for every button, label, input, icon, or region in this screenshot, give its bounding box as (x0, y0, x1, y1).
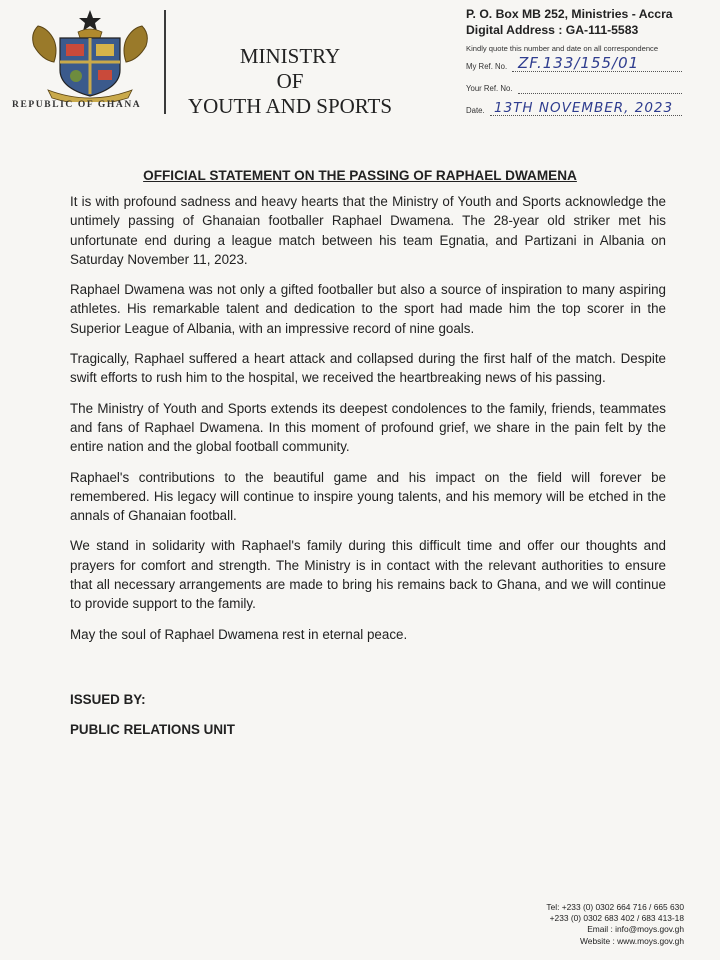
letterhead-divider (164, 10, 166, 114)
ministry-line-1: MINISTRY (239, 44, 341, 68)
ministry-line-2: OF (276, 69, 304, 93)
contact-tel-2: +233 (0) 0302 683 402 / 683 413-18 (549, 913, 684, 924)
paragraph: Raphael's contributions to the beautiful game and his impact on the field will forever be remembered. His legacy will continue to inspire young talents, and his memory will be etched in the annals of Ghanaian football. (70, 469, 666, 524)
your-ref-row (466, 75, 716, 97)
ministry-name (168, 44, 412, 119)
my-ref-label: My Ref. No. (466, 62, 508, 71)
your-ref-line (518, 93, 682, 94)
issued-by-label: ISSUED BY: (70, 692, 146, 707)
your-ref-label: Your Ref. No. (466, 84, 513, 93)
date-value: 13TH NOVEMBER, 2023 (494, 100, 674, 116)
address-block (466, 6, 716, 119)
contact-email: Email : info@moys.gov.gh (587, 924, 684, 935)
paragraph: May the soul of Raphael Dwamena rest in eternal peace. (70, 626, 408, 642)
date-label: Date. (466, 106, 485, 115)
po-box: P. O. Box MB 252, Ministries - Accra (466, 7, 673, 21)
statement-title: OFFICIAL STATEMENT ON THE PASSING OF RAPHAEL DWAMENA (143, 168, 577, 183)
statement-body (70, 192, 666, 655)
paragraph: We stand in solidarity with Raphael's family during this difficult time and offer our thoughts and prayers for comfort and strength. The Ministry is in contact with the relevant authorities to ensure that all necessary arrangements are made to bring his remains back to Ghana, and we will continue to provide support to the family. (70, 538, 666, 612)
paragraph: It is with profound sadness and heavy hearts that the Ministry of Youth and Sports acknowledge the untimely passing of Ghanaian footballer Raphael Dwamena. The 28-year old striker met his unfortunate end during a league match between his team Egnatia, and Partizani in Albania on Saturday November 11, 2023. (70, 194, 666, 267)
issuing-unit: PUBLIC RELATIONS UNIT (70, 722, 235, 737)
ghana-coat-of-arms-icon (28, 6, 152, 102)
contact-website: Website : www.moys.gov.gh (580, 935, 684, 946)
paragraph: Raphael Dwamena was not only a gifted footballer but also a source of inspiration to many aspiring athletes. His remarkable talent and dedication to the sport had made him the top scorer in the Superior League of Albania, with an impressive record of nine goals. (70, 282, 666, 336)
quote-note: Kindly quote this number and date on all correspondence (466, 44, 659, 53)
contact-block (546, 902, 684, 947)
my-ref-row (466, 53, 716, 75)
paragraph: Tragically, Raphael suffered a heart attack and collapsed during the first half of the match. Despite swift efforts to rush him to the hospital, we received the heartbreaking news of his passing. (70, 351, 666, 386)
digital-address: Digital Address : GA-111-5583 (466, 23, 639, 37)
contact-tel-1: Tel: +233 (0) 0302 664 716 / 665 630 (546, 902, 684, 912)
my-ref-value: ZF.133/155/01 (518, 54, 640, 72)
paragraph: The Ministry of Youth and Sports extends its deepest condolences to the family, friends, teammates and fans of Raphael Dwamena. In this moment of profound grief, we share in the pain felt by the entire nation and the global football community. (70, 400, 666, 455)
date-row (466, 97, 716, 119)
republic-of-ghana-label: REPUBLIC OF GHANA (12, 100, 142, 110)
ministry-line-3: YOUTH AND SPORTS (187, 94, 393, 118)
